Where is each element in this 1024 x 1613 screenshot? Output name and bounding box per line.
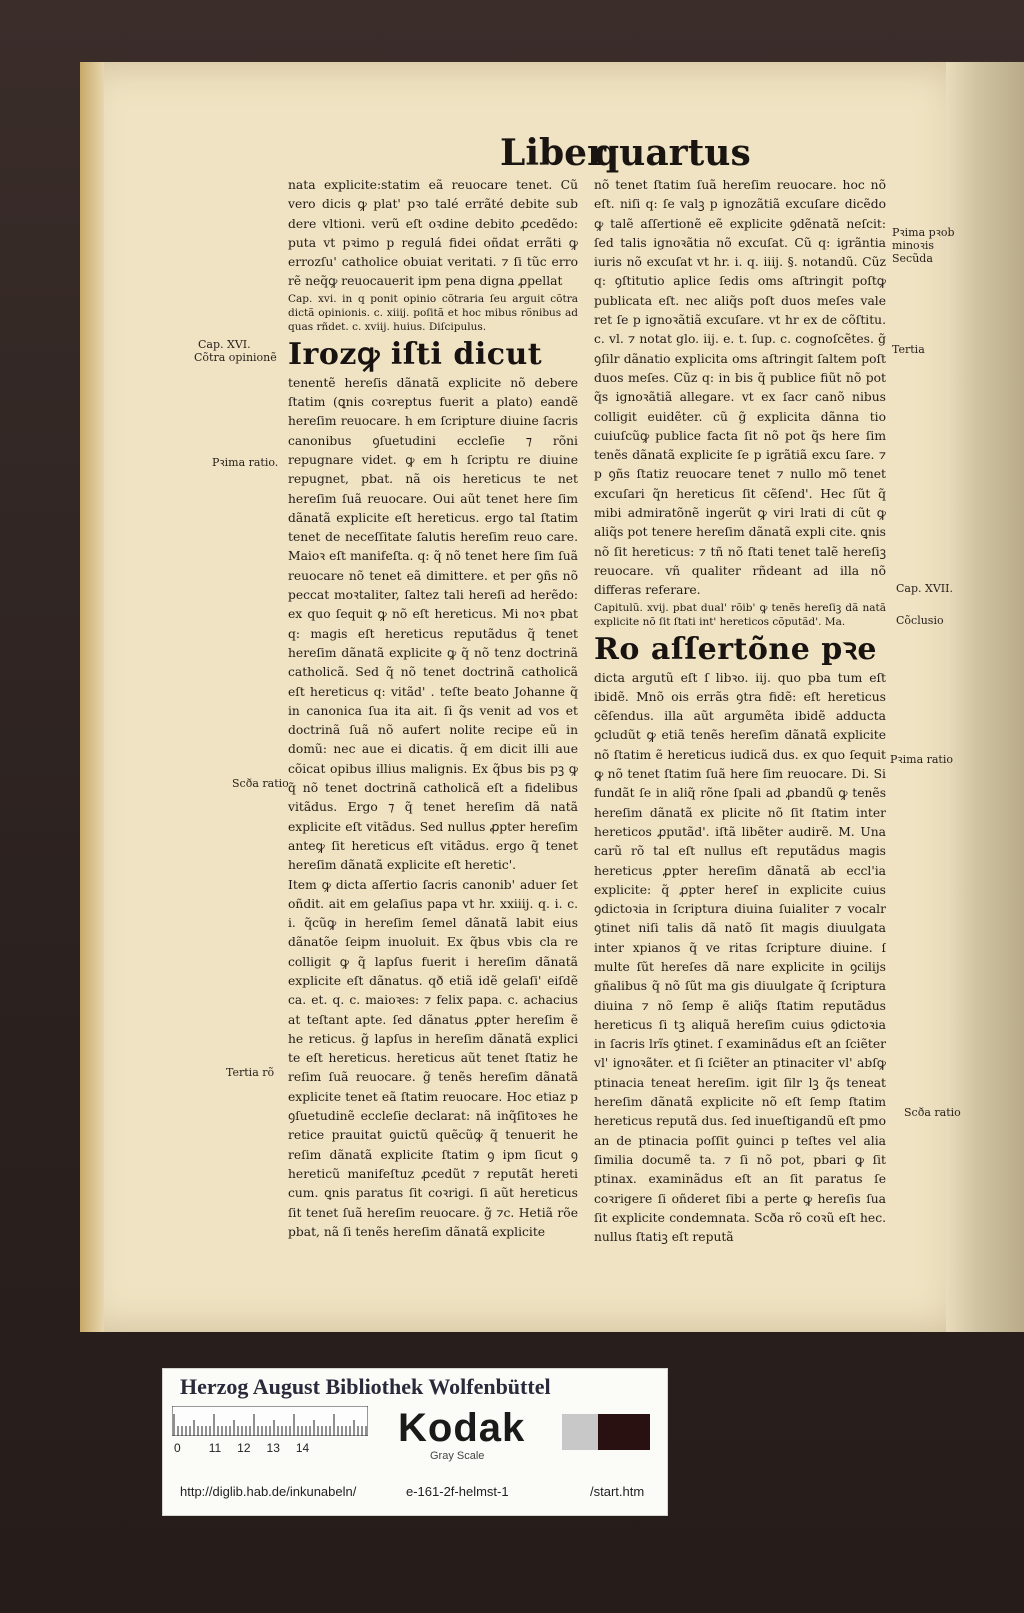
kodak-logo: Kodak	[398, 1406, 526, 1450]
margin-note-cap-xvi: Cap. XVI.	[198, 338, 251, 351]
right-text-column	[594, 176, 886, 1256]
margin-note-secunda-ratio: Scða ratio	[232, 777, 289, 790]
running-head-left: Liber	[500, 132, 607, 174]
ruler-number: 14	[295, 1441, 310, 1455]
running-head-right: quartus	[594, 132, 751, 174]
chapter-incipit-left: Irozꝙ iſti dicut	[288, 336, 543, 372]
margin-note-prima-ratio-right: Pꝛima ratio	[890, 753, 953, 766]
ruler-number: 13	[266, 1441, 280, 1455]
margin-note-cap-xvii: Cap. XVII.	[896, 582, 953, 595]
margin-note-secunda: Secũda	[892, 252, 933, 265]
margin-note-prima-prob: Pꝛima pꝛob	[892, 226, 955, 239]
gray-swatch-light	[562, 1414, 598, 1450]
margin-note-secunda-ratio-right: Scða ratio	[904, 1106, 961, 1119]
right-paragraph-1: nõ tenet ſtatim ſuã hereſim reuocare. hoc nõ eſt. niſi q: ſe valꝫ p ignozãtiã excuſare dicẽdo ꝙ talẽ aſſertionẽ eẽ explicite ꝯdẽnatã neſcit: ſed talis ignoꝛãtia nõ excuſat. Cũ q: igrãntia iuris nõ excuſat vt hr. i. q. iiij. §. notandũ. Cũz q: ꝯſtitutio aplice ſedis oms aſtringit poſtꝙ publicata eſt. nec aliq̃s poſt duos meſes vale ret ſe p ignoꝛãtiã excuſare. vt hr ex de cõſtitu. c. vl. ⁊ notat glo. iij. e. t. ſup. c. cognoſcẽtes. g̃ ꝯſilr dãnatio explicita oms aſtringit ſaltem poſt duos meſes. Cũz q: in bis q̃ publice fiũt nõ pot q̃s ignoꝛãtiã allegare. vt ex ſacr canõ nibus colligit euidẽter. cũ g̃ explicita dãnna tio cuiuſcũꝙ publice facta ſit nõ pot q̃s here ſim tenẽs dãnatã explicite ſe p igrãtiã excu ſare. ⁊ p ꝯñs ſtatiz reuocare tenet ⁊ nullo mõ tenet excuſari q̃n hereticus ſit cẽſend'. Hec ſũt q̃ mibi admiratõnẽ ingerũt ꝙ viri lrati di cũt ꝙ aliq̃s pot tenere hereſim dãnatã expli cite. ꝗnis nõ ſit hereticus: ⁊ tñ nõ ſtati tenet talẽ hereſiꝫ reuocare. vñ qualiter rñdeant ad illa nõ differas referare.	[594, 178, 886, 598]
margin-note-minoris: minoꝛis	[892, 239, 935, 252]
left-paragraph-3: Item ꝙ dicta aſſertio ſacris canonib' aduer ſet oñdit. ait em gelaſius papa vt hr. xxiiij. q. i. c. i. q̃cũꝙ in hereſim ſemel dãnatã labit eius dãnatõe ſeipm inuoluit. Ex q̃bus vbis cla re colligit ꝙ q̃ lapſus fuerit i hereſim dãnatã explicite eſt dãnatus. qð etiã idẽ gelaſi' eiſdẽ ca. et. q. c. maioꝛes: ⁊ felix papa. c. achacius at teſtant apte. ſed dãnatus ꝓpter hereſim ẽ he reticus. g̃ lapſus in hereſim dãnatã explici te eſt hereticus. hereticus aũt tenet ſtatiz he reſim ſuã reuocare. g̃ tenẽs hereſim dãnatã explicite tenet eã ſtatim reuocare. Hoc etiaz p ꝯſuetudinẽ eccleſie declarat: nã inq̃ſitoꝛes he retice prauitat ꝯuictũ quẽcũꝙ q̃ tenuerit he reſim dãnatã explicite ſtatim ꝯ ipm ſicut ꝯ hereticũ manifeſtuz ꝓcedũt ⁊ reputãt hereti cum. ꝗnis paratus ſit coꝛrigi. ſi aũt hereticus ſit tenet ſuã hereſim reuocare. g̃ ⁊c. Hetiã rõe pbat, nã ſi tenẽs hereſim dãnatã explicite	[288, 877, 578, 1239]
margin-note-prima-ratio: Pꝛima ratio.	[212, 456, 279, 469]
chapter-incipit-right: Ro aſſertõne pꝛe	[594, 631, 878, 667]
margin-note-contra: Cõtra opinionẽ	[194, 351, 277, 364]
library-name: Herzog August Bibliothek Wolfenbüttel	[180, 1374, 551, 1399]
left-paragraph-2: tenentẽ hereſis dãnatã explicite nõ debere ſtatim (ꝗnis coꝛreptus fuerit a plato) eandẽ hereſim reuocare. h em ſcripture diuine ſacris canonibus ꝯſuetudini eccleſie ⁊ rõni repugnare videt. ꝙ em h ſcriptu re diuine repugnet, pbat. nã ois hereticus te net hereſim ſuã reuocare. Oui aũt tenet here ſim dãnatã explicite eſt hereticus. ergo tal ſtatim tenet de neceſſitate ſalutis hereſim reuo care. Maioꝛ eſt manifeſta. q: q̃ nõ tenet here ſim ſuã reuocare nõ tenet eã dimittere. et per ꝯñs nõ peccat moꝛtaliter, ſaltez tali hereſi ad herẽdo: ex quo ſequit ꝙ nõ eſt hereticus. Mi noꝛ pbat q: magis eſt hereticus reputãdus q̃ tenet hereſim dãnatã explicite ꝙ q̃ nõ tenz doctrinã catholicã. Sed q̃ nõ tenet doctrinã catholicã eſt hereticus q: vitãd' . teſte beato Johanne q̃ in canonica ſua ita ait. ſi q̃s venit ad vos et doctrinã ſuã nõ aufert nolite recipe eũ in domũ: nec aue ei dicatis. q̃ em dicit illi aue cõicat opibus illius malignis. Ex q̃bus bis pꝫ ꝙ q̃ nõ tenet doctrinã catholicã eſt a fidelibus vitãdus. Ergo ⁊ q̃ tenet hereſim dã natã explicite eſt vitãdus. Sed nullus ꝓpter hereſim anteꝙ ſit hereticus eſt vitãdus. ergo q̃ tenet hereſim dãnatã explicite eſt heretic'.	[288, 375, 578, 873]
left-text-column	[288, 176, 578, 1256]
ruler-numbers	[174, 1441, 374, 1455]
next-page-edge	[946, 62, 1024, 1332]
ruler-number: 0	[174, 1441, 181, 1455]
ruler-number: 12	[237, 1441, 251, 1455]
url-suffix: /start.htm	[590, 1484, 645, 1499]
url-identifier: e-161-2f-helmst-1	[406, 1484, 509, 1499]
gray-swatch-dark	[598, 1414, 650, 1450]
chapter-rubric-xvi: Cap. xvi. in q ponit opinio cõtraria ſeu arguit cõtra dictã opinionis. c. xiiij. poſitã et hoc mibus rõnibus ad quas rñdet. c. xviij. huius. Diſcipulus.	[288, 292, 578, 333]
margin-note-conclusio: Cõclusio	[896, 614, 944, 627]
url-prefix: http://diglib.hab.de/inkunabeln/	[180, 1484, 357, 1499]
left-paragraph-1: nata explicite:statim eã reuocare tenet. Cũ vero dicis ꝙ plat' pꝛo talé errãté debite sub dere vltioni. verũ eſt oꝛdine debito ꝓcedẽdo: puta vt pꝛimo p regulá fidei oñdat errãti ꝙ errozſu' catholice obuiat veritati. ⁊ ſi tũc erro rẽ neq̃ꝙ reuocauerit ipm pena digna ꝓpellat	[288, 178, 578, 289]
page-gutter	[80, 62, 104, 1332]
right-paragraph-2: dicta argutũ eſt ſ libꝛo. iij. quo pba tum eſt ibidẽ. Mnõ ois errãs ꝯtra fidẽ: eſt hereticus cẽſendus. illa aũt argumẽta ibidẽ adducta ꝯcludũt ꝙ etiã tenẽs hereſim dãnatã explicite nõ ſtatim ẽ hereticus iudicã dus. ex quo ſequit ꝙ nõ tenet ſtatim ſuã here ſim reuocare. Di. Si fundãt ſe in aliq̃ rõne ſpali ad ꝓbandũ ꝙ tenẽs hereſim dãnatã ex plicite nõ ſit ſtatim inter hereticos ꝓputãd'. iſtã libẽter audirẽ. M. Una carũ rõ tal eſt nullus eſt reputãdus magis hereticus ꝓpter hereſim dãnatã ab eccl'ia explicite: q̃ ꝓpter hereſ in explicite cuius ꝯdictoꝛia in ſcriptura diuina ſuialiter ⁊ vocalr ꝯtinet niſi talis dã natõ ſit magis diuulgata inter xpianos q̃ ve ritas ſcripture diuine. ſ multe ſũt hereſes dã nare explicite in ꝯcilijs gñalibus q̃ nõ ſũt ma gis diuulgate q̃ ſcriptura diuina ⁊ nõ ſemp ẽ aliq̃s ſtatim reputãdus hereticus ſi tꝫ aliquã hereſim cuius ꝯdictoꝛia in ſacris lrĩs ꝯtinet. ſ examinãdus eſt an ſciẽter vl' ignoꝛãter. et ſi ſciẽter an ptinaciter vl' abſꝙ ptinacia teneat hereſim. igit ſilr lꝫ q̃s teneat hereſim dãnatã explicite nõ eſt ſemp ſtatim hereticus reputã dus. ſed inueſtigandũ eſt pmo an de ptinacia poſſit ꝯuinci p teſtes vel alia ſimilia documẽ ta. ⁊ ſi nõ pot, pbari ꝙ ſit ptinax. examinãdus eſt an ſit paratus ſe coꝛrigere ſi oñderet ſibi a perte ꝙ hereſis ſua ſit explicite condemnata. Scða rõ coꝛũ eſt hec. nullus ſtatiꝫ eſt reputã	[594, 670, 886, 1245]
chapter-rubric-xvii: Capitulũ. xvij. pbat dual' rõib' ꝙ tenẽs hereſiꝫ dã natã explicite nõ ſit ſtati int' hereticos cõputãd'. Ma.	[594, 601, 886, 628]
margin-note-tertia: Tertia rõ	[226, 1066, 275, 1079]
gray-scale-label: Gray Scale	[430, 1450, 485, 1462]
ruler-number: 11	[208, 1441, 222, 1455]
measurement-ruler	[172, 1406, 368, 1436]
margin-note-tertia-right: Tertia	[892, 343, 925, 356]
